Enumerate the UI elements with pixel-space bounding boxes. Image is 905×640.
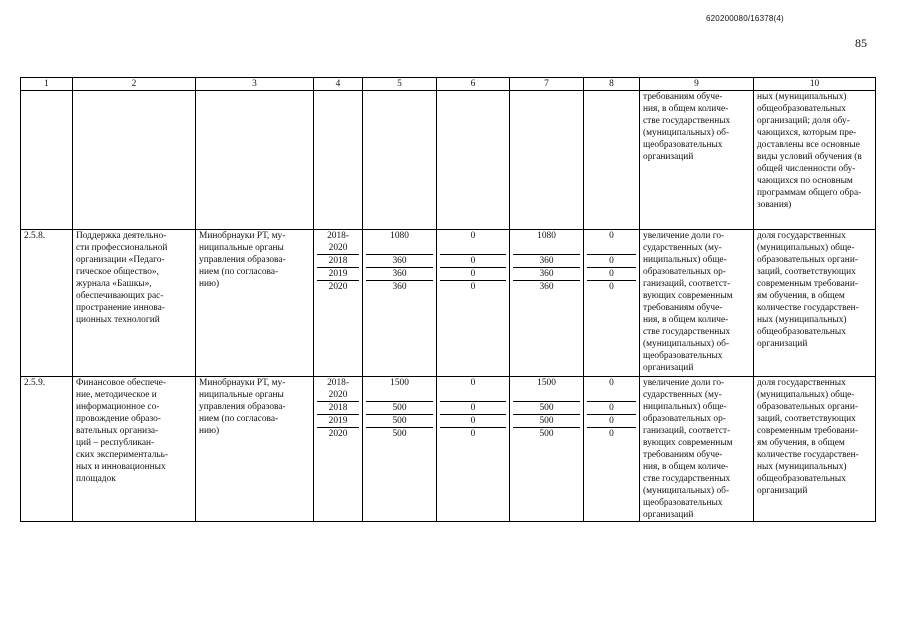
amount-value: 0 [609,281,614,292]
indicator-description-cell: доля государственных (муниципальных) обще- образовательных органи- заций, соответствующих современным требовани- ям обучения, в общем количестве государствен- ных (муниципальных) общеобразовательных организаций [754,377,876,522]
indicator-cell: требованиям обуче- ния, в общем количе- стве государственных (муниципальных) об- щеобразовательных организаций [640,91,754,230]
amount-value: 500 [366,414,433,427]
column-number: 1 [21,78,73,91]
funding-total-cell [363,377,437,522]
column-number: 2 [73,78,196,91]
amount-value: 0 [440,254,506,267]
column-number: 10 [754,78,876,91]
year-value: 2020 [328,282,348,292]
amount-value: 500 [539,428,554,439]
activity-name: Поддержка деятельно- сти профессиональной организации «Педаго- гическое общество», журнала «Башкы», обеспечивающих рас- пространение иннова- ционных технологий [73,230,196,377]
year-value: 2018 [317,402,359,415]
amount-value: 360 [513,254,580,267]
funding-regional-cell [510,377,584,522]
year-value: 2018 [317,255,359,268]
amount-value: 0 [440,401,506,414]
amount-value: 0 [440,414,506,427]
amount-value: 360 [392,281,407,292]
column-number: 3 [196,78,314,91]
amount-value: 360 [366,254,433,267]
executor: Минобрнауки РТ, му- ниципальные органы управления образова- нием (по согласова- нию) [196,230,314,377]
amount-value: 0 [587,230,636,254]
column-number: 8 [584,78,640,91]
amount-value: 0 [587,401,636,414]
years-cell [314,230,363,377]
year-value: 2020 [328,429,348,439]
amount-value: 1080 [513,230,580,254]
amount-value: 1080 [366,230,433,254]
amount-value: 0 [470,428,476,439]
amount-value: 0 [440,230,506,254]
activity-name: Финансовое обеспече- ние, методическое и информационное со- провождение образо- вательных организа- ций – республикан- ских экспериментальь- ных и инновационных площадок [73,377,196,522]
years-cell [314,377,363,522]
amount-value: 0 [587,254,636,267]
amount-value: 0 [440,377,506,401]
item-number: 2.5.8. [21,230,73,377]
column-number: 4 [314,78,363,91]
funding-federal-cell [437,230,510,377]
year-value: 2018- 2020 [317,230,359,255]
amount-value: 0 [609,428,614,439]
year-value: 2018- 2020 [317,377,359,402]
amount-value: 360 [366,267,433,280]
page-number: 85 [855,36,867,50]
item-number: 2.5.9. [21,377,73,522]
table-row [21,230,876,377]
amount-value: 0 [587,414,636,427]
funding-regional-cell [510,230,584,377]
document-code: 620200080/16378(4) [706,14,784,23]
funding-federal-cell [437,377,510,522]
executor: Минобрнауки РТ, му- ниципальные органы управления образова- нием (по согласова- нию) [196,377,314,522]
amount-value: 0 [440,267,506,280]
amount-value: 360 [513,267,580,280]
funding-total-cell [363,230,437,377]
column-number-row [21,78,876,91]
continuation-row [21,91,876,230]
indicator-cell: увеличение доли го- сударственных (му- ниципальных) обще- образовательных ор- ганизаций, соответст- вующих современным требованиям обуче- ния, в общем количе- стве государственных (муниципальных) об- щеобразовательных организаций [640,230,754,377]
column-number: 5 [363,78,437,91]
amount-value: 0 [587,377,636,401]
amount-value: 0 [587,267,636,280]
column-number: 9 [640,78,754,91]
amount-value: 360 [539,281,554,292]
amount-value: 500 [366,401,433,414]
indicator-description-cell: доля государственных (муниципальных) обще- образовательных органи- заций, соответствующих современным требовани- ям обучения, в общем количестве государствен- ных (муниципальных) общеобразовательных организаций [754,230,876,377]
indicator-description-cell: ных (муниципальных) общеобразовательных организаций; доля обу- чающихся, которым пре- доставлены все основные виды условий обучения (в общей численности обу- чающихся по основным программам общего обра- зования) [754,91,876,230]
year-value: 2019 [317,415,359,428]
amount-value: 1500 [513,377,580,401]
column-number: 6 [437,78,510,91]
program-table [20,77,876,522]
amount-value: 1500 [366,377,433,401]
amount-value: 500 [513,401,580,414]
column-number: 7 [510,78,584,91]
amount-value: 500 [392,428,407,439]
table-row [21,377,876,522]
funding-other-cell [584,377,640,522]
indicator-cell: увеличение доли го- сударственных (му- ниципальных) обще- образовательных ор- ганизаций, соответст- вующих современным требованиям обуче- ния, в общем количе- стве государственных (муниципальных) об- щеобразовательных организаций [640,377,754,522]
funding-other-cell [584,230,640,377]
amount-value: 500 [513,414,580,427]
year-value: 2019 [317,268,359,281]
amount-value: 0 [470,281,476,292]
